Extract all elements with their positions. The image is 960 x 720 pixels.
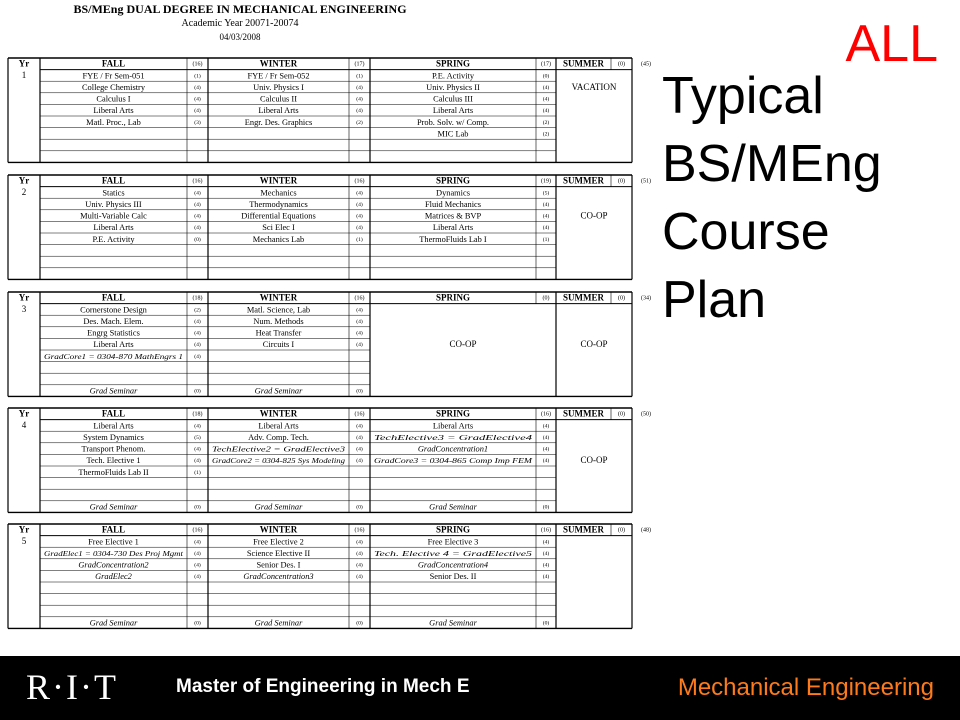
course-credits: (4): [356, 446, 363, 453]
term-header: SPRING: [435, 524, 471, 535]
term-credits: (19): [541, 178, 551, 185]
course-credits: (4): [542, 96, 550, 103]
course-name: Dynamics: [436, 188, 470, 198]
footer-bar: [0, 656, 960, 720]
course-credits: (1): [356, 236, 363, 243]
course-name: FYE / Fr Sem-052: [247, 71, 310, 81]
course-name: Liberal Arts: [432, 421, 474, 431]
course-credits: (4): [194, 423, 201, 430]
course-name: Liberal Arts: [432, 106, 474, 116]
course-name: Calculus III: [433, 94, 473, 104]
term-credits: (16): [541, 411, 551, 418]
course-name: GradConcentration4: [417, 560, 489, 570]
course-credits: (1): [194, 73, 201, 80]
coop-spring: CO-OP: [449, 339, 477, 350]
course-name: P.E. Activity: [92, 234, 135, 244]
summer-status: CO-OP: [580, 339, 608, 350]
slide-title-line: Plan: [662, 271, 767, 329]
term-header: SUMMER: [563, 292, 604, 303]
course-credits: (4): [194, 190, 201, 197]
course-credits: (4): [194, 458, 201, 465]
course-name: Liberal Arts: [258, 106, 299, 116]
course-credits: (1): [356, 73, 363, 80]
course-name: Num. Methods: [253, 317, 304, 326]
course-name: Tech. Elective 4 = GradElective5: [374, 551, 534, 558]
course-credits: (0): [194, 388, 201, 395]
term-credits: (0): [618, 527, 625, 534]
course-credits: (4): [542, 213, 550, 220]
slide-title: [662, 62, 952, 334]
course-credits: (4): [542, 435, 550, 441]
course-name: Liberal Arts: [93, 223, 134, 233]
year-label: Yr: [18, 408, 30, 419]
term-header: SPRING: [435, 58, 471, 69]
year-total: (34): [641, 295, 651, 302]
year-number: 5: [21, 536, 27, 547]
course-credits: (4): [356, 319, 363, 325]
course-name: GradCore2 = 0304-825 Sys Modeling: [212, 458, 346, 466]
course-name: Calculus II: [260, 94, 297, 104]
course-credits: (4): [356, 96, 363, 103]
course-name: Free Elective 3: [427, 537, 479, 547]
course-name: GradConcentration1: [417, 444, 489, 454]
course-name: Multi-Variable Calc: [80, 211, 147, 221]
course-credits: (4): [542, 85, 550, 91]
course-name: Matl. Science, Lab: [246, 305, 311, 315]
slide-title-line: Typical: [662, 67, 824, 125]
course-name: Transport Phenom.: [81, 444, 146, 454]
term-header: WINTER: [259, 292, 298, 303]
term-header: WINTER: [259, 58, 298, 69]
course-credits: (4): [194, 574, 201, 581]
course-credits: (4): [356, 435, 363, 441]
term-credits: (16): [354, 295, 365, 302]
course-name: Grad Seminar: [89, 618, 138, 628]
course-name: Liberal Arts: [93, 421, 134, 431]
course-credits: (0): [542, 504, 550, 511]
course-credits: (4): [194, 108, 201, 115]
course-credits: (1): [194, 469, 201, 476]
course-name: Tech. Elective 1: [86, 456, 141, 466]
course-name: Des. Mach. Elem.: [83, 317, 144, 326]
rit-logo: R·I·T: [26, 667, 118, 707]
term-header: WINTER: [259, 524, 298, 535]
year-number: 2: [21, 187, 27, 198]
term-header: SPRING: [435, 292, 471, 303]
course-name: Grad Seminar: [89, 386, 138, 396]
course-name: GradConcentration3: [243, 572, 314, 582]
course-credits: (4): [542, 225, 550, 232]
course-credits: (4): [542, 539, 550, 546]
course-name: P.E. Activity: [431, 71, 475, 81]
course-name: GradCore3 = 0304-865 Comp Imp FEM: [374, 458, 533, 466]
course-credits: (4): [356, 190, 363, 197]
course-credits: (0): [356, 504, 363, 511]
course-credits: (4): [356, 330, 363, 337]
course-credits: (4): [194, 353, 201, 360]
course-name: Senior Des. I: [256, 560, 301, 570]
course-name: GradElec1 = 0304-730 Des Proj Mgmt: [44, 551, 185, 558]
course-name: System Dynamics: [83, 433, 144, 442]
course-name: Thermodynamics: [249, 200, 308, 209]
year-label: Yr: [18, 292, 30, 303]
summer-status: CO-OP: [580, 210, 608, 221]
course-credits: (4): [356, 213, 363, 220]
term-credits: (16): [192, 61, 203, 68]
term-credits: (16): [354, 411, 365, 418]
course-name: ThermoFluids Lab II: [78, 467, 149, 477]
term-header: FALL: [101, 175, 126, 186]
course-credits: (4): [356, 458, 363, 465]
term-header: FALL: [101, 524, 126, 535]
course-name: Free Elective 2: [253, 537, 304, 547]
course-credits: (4): [194, 213, 201, 220]
term-credits: (16): [354, 527, 365, 534]
term-credits: (0): [618, 61, 625, 68]
term-credits: (17): [541, 61, 551, 68]
course-name: Statics: [102, 188, 125, 198]
course-credits: (3): [194, 119, 201, 126]
term-credits: (0): [618, 411, 625, 418]
course-name: Differential Equations: [241, 211, 316, 221]
course-name: Matl. Proc., Lab: [86, 117, 141, 127]
course-credits: (4): [542, 423, 550, 430]
course-name: Adv. Comp. Tech.: [248, 433, 309, 442]
course-name: Circuits I: [262, 340, 295, 350]
term-header: SPRING: [435, 175, 471, 186]
course-name: Liberal Arts: [93, 106, 134, 116]
course-name: Grad Seminar: [254, 502, 303, 512]
course-credits: (4): [194, 202, 201, 208]
course-name: Matrices & BVP: [424, 211, 482, 221]
term-credits: (17): [354, 61, 365, 68]
slide-title-line: Course: [662, 203, 830, 261]
course-name: College Chemistry: [81, 83, 146, 92]
course-name: Prob. Solv. w/ Comp.: [416, 117, 490, 127]
course-credits: (2): [542, 131, 550, 138]
plan-date: 04/03/2008: [219, 32, 261, 42]
course-credits: (0): [356, 620, 363, 627]
course-name: Fluid Mechanics: [424, 200, 482, 209]
course-name: GradElec2: [95, 572, 132, 582]
course-credits: (4): [542, 574, 550, 581]
all-label: ALL: [845, 15, 938, 73]
plan-title: BS/MEng DUAL DEGREE IN MECHANICAL ENGINEERING: [73, 2, 407, 16]
year-total: (51): [641, 178, 651, 185]
course-name: Univ. Physics I: [253, 83, 304, 92]
term-credits: (16): [354, 178, 365, 185]
course-name: FYE / Fr Sem-051: [82, 71, 145, 81]
course-credits: (4): [542, 551, 550, 557]
course-credits: (5): [542, 190, 550, 197]
footer-program-name: Master of Engineering in Mech E: [176, 676, 470, 697]
course-name: Sci Elec I: [262, 223, 295, 233]
course-credits: (4): [356, 108, 363, 115]
course-name: GradCore1 = 0304-870 MathEngrs 1: [44, 353, 183, 361]
course-credits: (5): [194, 435, 201, 441]
course-name: Free Elective 1: [88, 537, 139, 547]
course-name: Mechanics Lab: [252, 234, 305, 244]
course-name: Grad Seminar: [254, 618, 303, 628]
course-credits: (2): [542, 119, 550, 126]
course-credits: (4): [542, 202, 550, 208]
year-number: 1: [21, 70, 27, 81]
course-credits: (4): [194, 225, 201, 232]
term-header: SUMMER: [563, 175, 604, 186]
term-header: SUMMER: [563, 58, 604, 69]
term-header: SUMMER: [563, 408, 604, 419]
slide-title-line: BS/MEng: [662, 135, 882, 193]
course-name: Calculus I: [96, 94, 131, 104]
course-credits: (4): [194, 446, 201, 453]
course-name: Univ. Physics III: [85, 200, 142, 209]
course-credits: (4): [542, 446, 550, 453]
course-name: Heat Transfer: [255, 328, 302, 338]
course-credits: (4): [356, 551, 363, 557]
course-credits: (0): [542, 620, 550, 627]
term-credits: (16): [192, 178, 203, 185]
course-name: Grad Seminar: [254, 386, 303, 396]
course-name: Grad Seminar: [429, 618, 477, 628]
year-number: 3: [21, 304, 27, 315]
term-header: SUMMER: [563, 524, 604, 535]
term-credits: (0): [542, 295, 550, 302]
term-header: SPRING: [435, 408, 471, 419]
course-name: Engr. Des. Graphics: [244, 117, 313, 127]
course-name: Engrg Statistics: [87, 328, 140, 338]
course-credits: (1): [542, 236, 550, 243]
course-credits: (4): [356, 342, 363, 349]
summer-status: CO-OP: [580, 455, 608, 466]
course-credits: (4): [542, 458, 550, 465]
course-name: ThermoFluids Lab I: [419, 234, 487, 244]
year-total: (50): [641, 411, 651, 418]
term-header: FALL: [101, 58, 126, 69]
term-credits: (16): [192, 527, 203, 534]
year-total: (48): [641, 527, 651, 534]
course-credits: (4): [194, 330, 201, 337]
course-credits: (4): [542, 108, 550, 115]
course-credits: (4): [194, 551, 201, 557]
term-credits: (0): [618, 178, 625, 185]
course-credits: (4): [194, 85, 201, 91]
course-credits: (0): [194, 620, 201, 627]
course-name: Liberal Arts: [93, 340, 134, 350]
term-credits: (16): [541, 527, 551, 534]
course-credits: (4): [194, 562, 201, 569]
course-name: TechElective2 = GradElective3: [212, 446, 346, 454]
course-credits: (0): [542, 73, 550, 80]
course-credits: (4): [356, 85, 363, 91]
course-credits: (4): [356, 562, 363, 569]
course-credits: (4): [356, 307, 363, 314]
academic-year: Academic Year 20071-20074: [181, 18, 299, 29]
term-credits: (0): [618, 295, 625, 302]
footer-department: Mechanical Engineering: [677, 674, 934, 701]
term-credits: (18): [192, 411, 203, 418]
course-credits: (4): [356, 574, 363, 581]
year-number: 4: [21, 420, 27, 431]
course-credits: (4): [356, 539, 363, 546]
term-header: FALL: [101, 408, 126, 419]
course-name: Science Elective II: [246, 549, 311, 558]
summer-status: VACATION: [571, 82, 617, 92]
course-credits: (0): [194, 236, 201, 243]
course-name: Univ. Physics II: [426, 83, 480, 92]
course-credits: (2): [194, 307, 201, 314]
course-credits: (4): [194, 96, 201, 103]
term-credits: (18): [192, 295, 203, 302]
course-name: Liberal Arts: [432, 223, 474, 233]
course-credits: (0): [356, 388, 363, 395]
term-header: WINTER: [259, 175, 298, 186]
course-credits: (4): [194, 319, 201, 325]
year-label: Yr: [18, 524, 30, 535]
course-credits: (4): [542, 562, 550, 569]
course-credits: (2): [356, 119, 363, 126]
course-credits: (4): [356, 202, 363, 208]
course-name: Grad Seminar: [429, 502, 477, 512]
course-name: Liberal Arts: [258, 421, 299, 431]
course-name: TechElective3 = GradElective4: [374, 435, 534, 442]
course-name: Senior Des. II: [429, 572, 477, 582]
year-label: Yr: [18, 58, 30, 69]
course-name: Cornerstone Design: [80, 305, 147, 315]
year-total: (45): [641, 61, 651, 68]
course-credits: (4): [356, 423, 363, 430]
course-credits: (0): [194, 504, 201, 511]
term-header: WINTER: [259, 408, 298, 419]
course-name: Mechanics: [260, 188, 297, 198]
year-label: Yr: [18, 175, 30, 186]
term-header: FALL: [101, 292, 126, 303]
course-credits: (4): [194, 342, 201, 349]
course-credits: (4): [194, 539, 201, 546]
course-name: GradConcentration2: [78, 560, 149, 570]
course-name: MIC Lab: [437, 129, 469, 139]
course-credits: (4): [356, 225, 363, 232]
course-name: Grad Seminar: [89, 502, 138, 512]
